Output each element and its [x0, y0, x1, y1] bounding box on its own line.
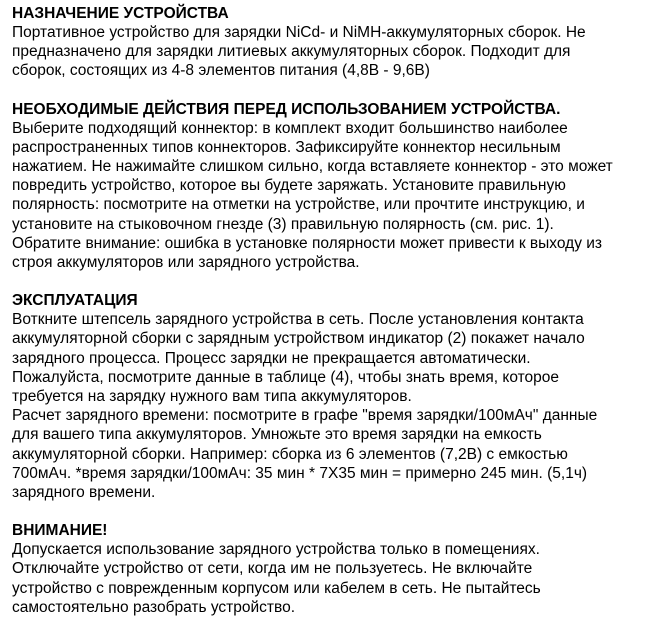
section-heading: ЭКСПЛУАТАЦИЯ	[12, 292, 138, 310]
section-warning	[12, 521, 638, 617]
section-paragraph: Допускается использование зарядного устройства только в помещениях. Отключайте устройство от сети, когда им не пользуетесь. Не включайте устройство с поврежденным корпусом или кабелем в сеть. Не пытайтесь самостоятельно разобрать устройство.	[12, 541, 541, 616]
section-heading: НЕОБХОДИМЫЕ ДЕЙСТВИЯ ПЕРЕД ИСПОЛЬЗОВАНИЕМ УСТРОЙСТВА.	[12, 100, 561, 118]
section-heading: НАЗНАЧЕНИЕ УСТРОЙСТВА	[12, 5, 229, 22]
document-page	[12, 4, 638, 617]
section-paragraph: Выберите подходящий коннектор: в комплект входит большинство наиболее распространенных типов коннекторов. Зафиксируйте коннектор несильным нажатием. Не нажимайте слишком сильно, когда вставляете коннектор - это может повредить устройство, которое вы будете заряжать. Установите правильную полярность: посмотрите на отметки на устройстве, или прочтите инструкцию, и установите на стыковочном гнезде (3) правильную полярность (см. рис. 1). Обратите внимание: ошибка в установке полярности может привести к выходу из строя аккумуляторов или зарядного устройства.	[12, 119, 613, 272]
section-paragraph: Воткните штепсель зарядного устройства в сеть. После установления контакта аккумуляторной сборки с зарядным устройством индикатор (2) покажет начало зарядного процесса. Процесс зарядки не прекращается автоматически. Пожалуйста, посмотрите данные в таблице (4), чтобы знать время, которое требуется на зарядку нужного вам типа аккумуляторов.	[12, 311, 585, 406]
section-purpose	[12, 4, 638, 81]
section-paragraph: Расчет зарядного времени: посмотрите в графе "время зарядки/100мАч" данные для вашего типа аккумуляторов. Умножьте это время зарядки на емкость аккумуляторной сборки. Например: сборка из 6 элементов (7,2В) с емкостью 700мАч. *время зарядки/100мАч: 35 мин * 7Х35 мин = примерно 245 мин. (5,1ч) зарядного времени.	[12, 407, 598, 502]
section-spacer	[12, 81, 638, 100]
section-heading: ВНИМАНИЕ!	[12, 522, 108, 540]
section-spacer	[12, 502, 638, 521]
section-paragraph: Портативное устройство для зарядки NiCd- и NiMH-аккумуляторных сборок. Не предназначено для зарядки литиевых аккумуляторных сборок. Подходит для сборок, состоящих из 4-8 элементов питания (4,8В - 9,6В)	[12, 24, 586, 80]
section-operation	[12, 291, 638, 502]
section-spacer	[12, 272, 638, 291]
section-preparation	[12, 100, 638, 273]
